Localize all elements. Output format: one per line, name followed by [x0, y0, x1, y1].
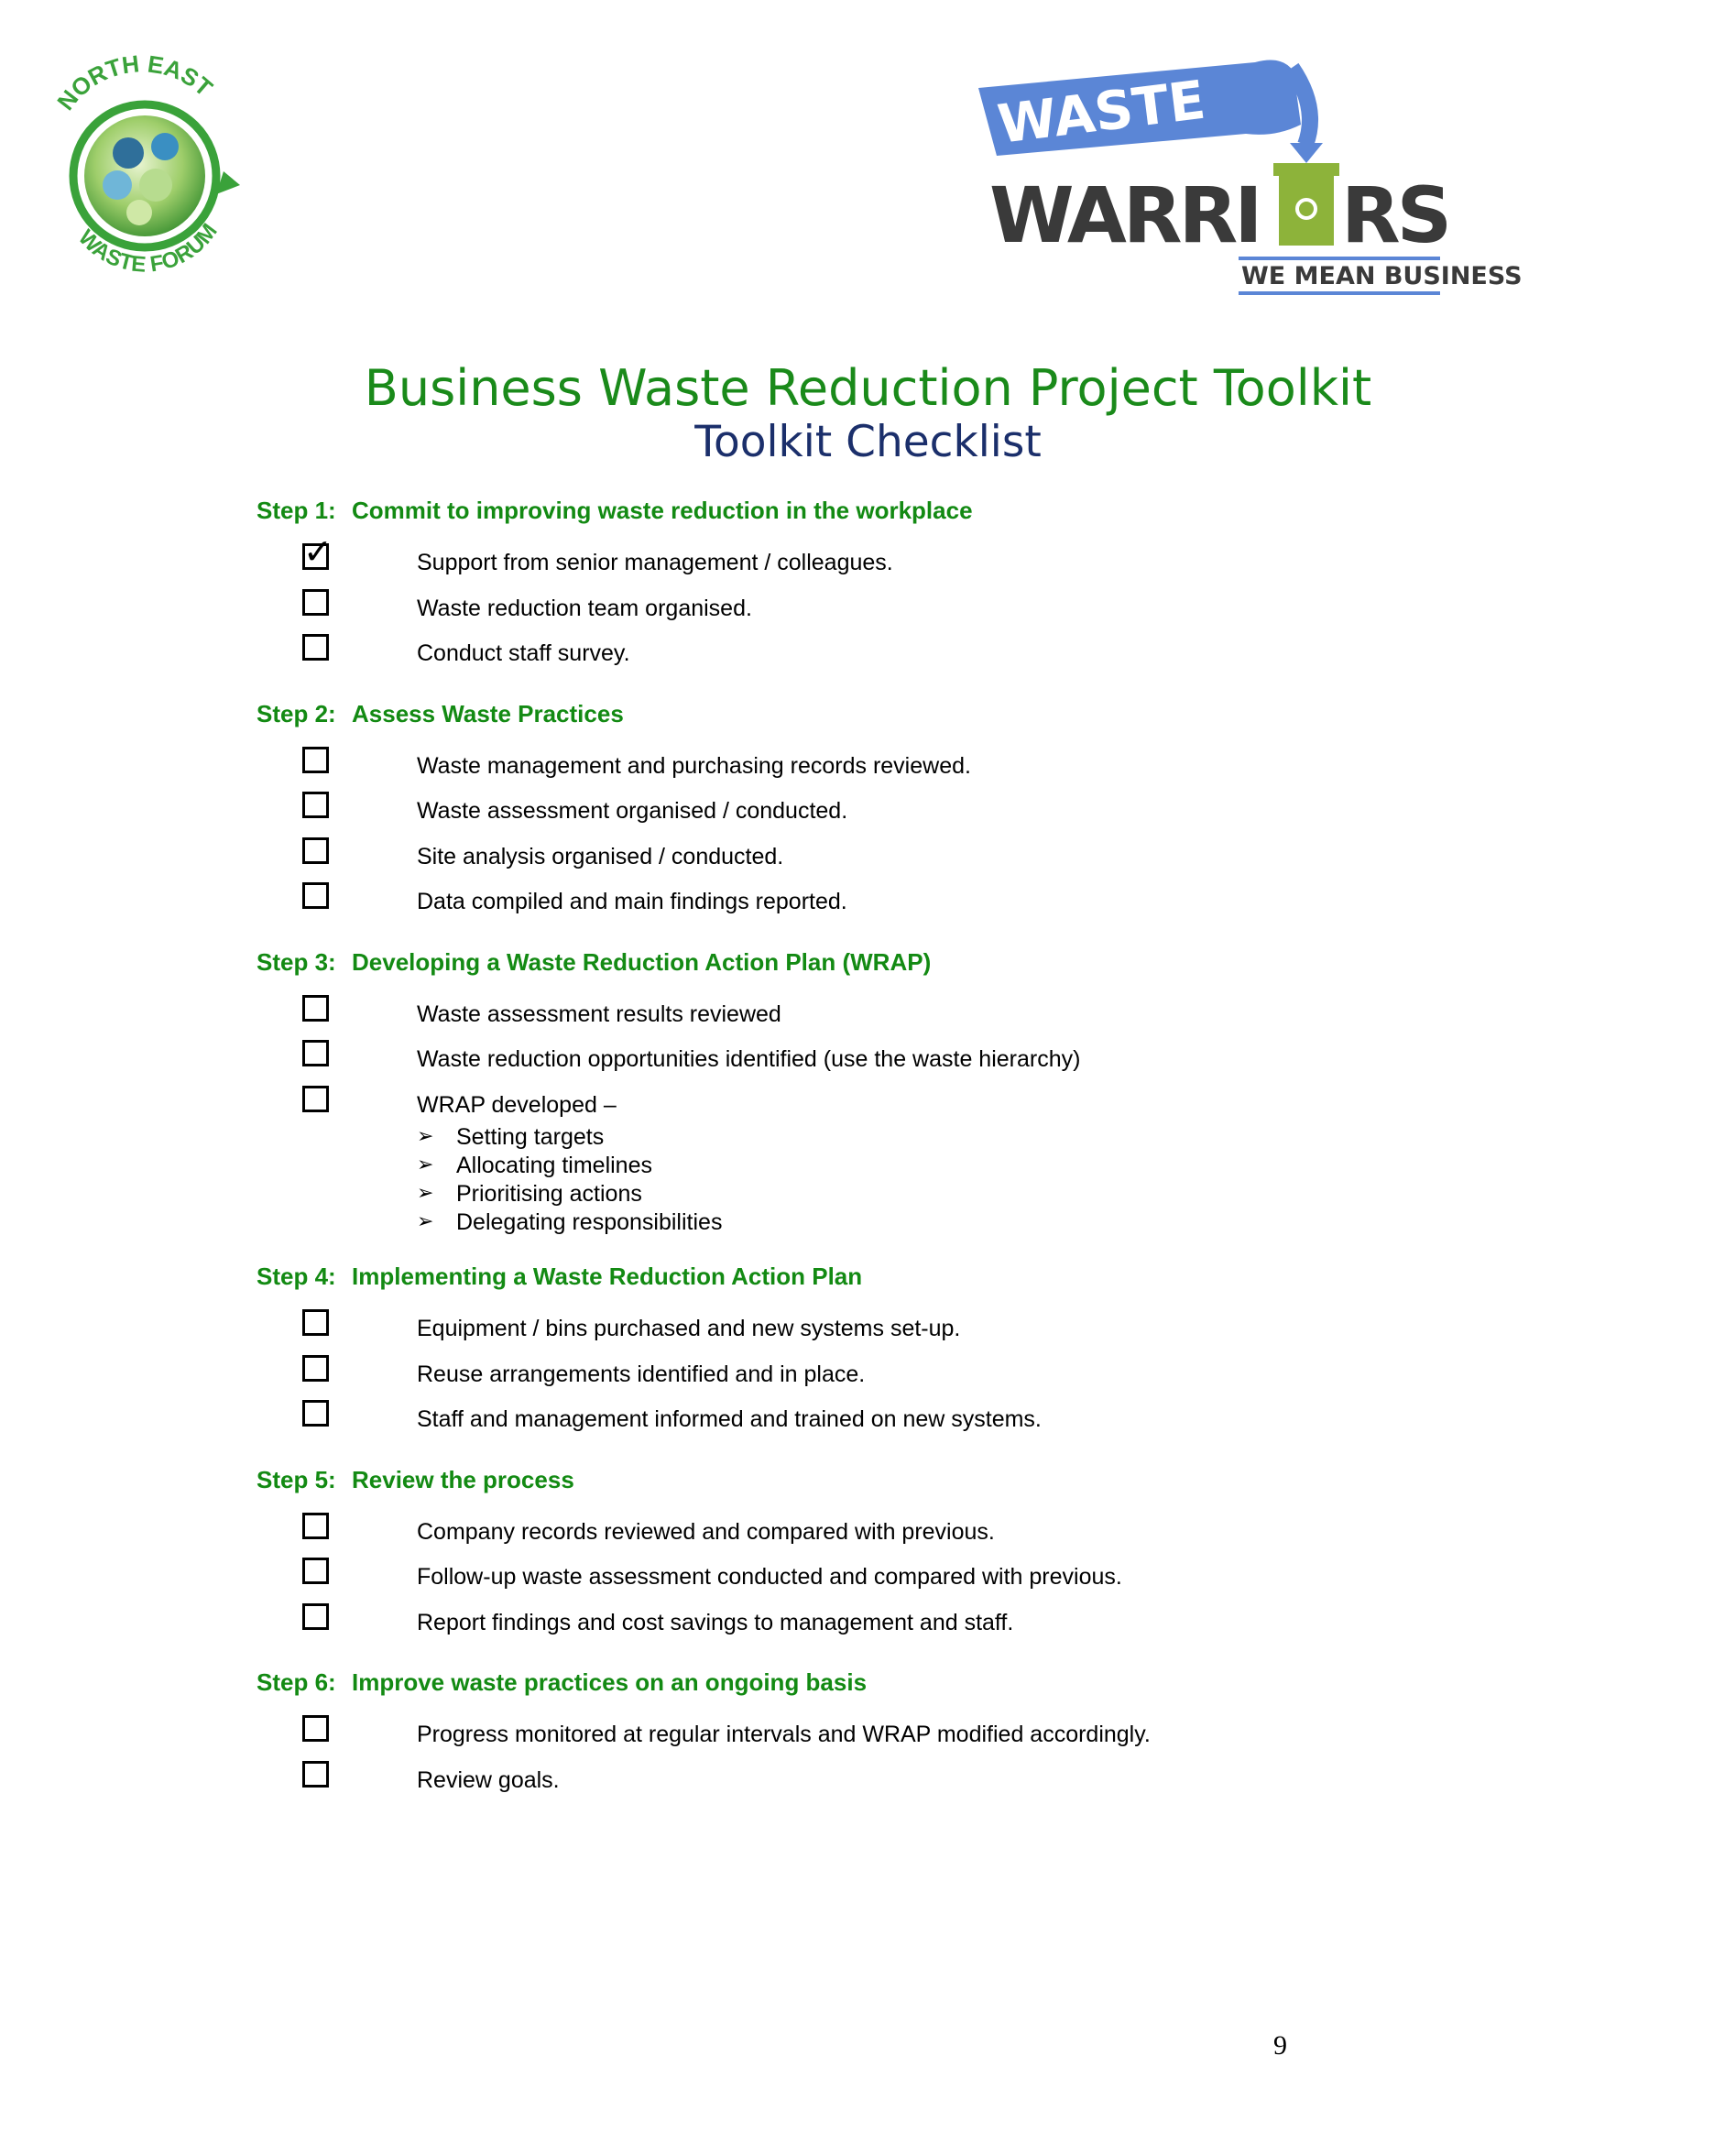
sub-item-label: Prioritising actions — [456, 1181, 642, 1207]
arrow-bullet-icon: ➢ — [417, 1125, 434, 1148]
step-heading — [257, 1261, 1356, 1293]
page-title: Business Waste Reduction Project Toolkit — [364, 359, 1372, 417]
recycling-bin-icon — [1273, 163, 1339, 246]
logo-top-text: NORTH EAST — [51, 49, 218, 115]
item-label: Follow-up waste assessment conducted and compared with previous. — [417, 1564, 1122, 1590]
checkbox[interactable] — [302, 1400, 329, 1427]
checkbox[interactable] — [302, 747, 329, 773]
checkbox[interactable] — [302, 634, 329, 661]
step-title: Review the process — [352, 1465, 574, 1493]
checkbox[interactable] — [302, 882, 329, 909]
step-number: Step 1: — [257, 497, 336, 524]
checked-checkbox[interactable] — [302, 531, 333, 572]
item-label: Company records reviewed and compared with previous. — [417, 1518, 995, 1545]
checklist-item — [257, 640, 1356, 685]
step-title: Assess Waste Practices — [352, 699, 624, 727]
step-number: Step 3: — [257, 947, 336, 976]
arrow-bullet-icon: ➢ — [417, 1182, 434, 1205]
checklist-item — [257, 1766, 1356, 1812]
checklist-item — [257, 531, 1356, 595]
step-heading — [257, 495, 1356, 527]
checklist-step — [257, 946, 1356, 1262]
step-number: Step 5: — [257, 1465, 336, 1493]
step-heading — [257, 698, 1356, 730]
sub-list-item — [257, 1180, 1356, 1208]
item-label: Report findings and cost savings to management and staff. — [417, 1609, 1014, 1635]
step-heading — [257, 1667, 1356, 1699]
item-label: Waste reduction team organised. — [417, 595, 752, 621]
checkbox[interactable] — [302, 1715, 329, 1742]
toolkit-checklist — [257, 495, 1356, 1824]
sub-list-item — [257, 1123, 1356, 1152]
checkbox[interactable] — [302, 1761, 329, 1788]
waste-word: WASTE — [994, 68, 1209, 156]
arrow-bullet-icon: ➢ — [417, 1154, 434, 1176]
sub-list-item — [257, 1152, 1356, 1180]
sub-list-item — [257, 1208, 1356, 1237]
item-label: Review goals. — [417, 1766, 560, 1793]
checkbox[interactable] — [302, 837, 329, 864]
step-title: Improve waste practices on an ongoing basis — [352, 1668, 868, 1696]
checkmark-icon: ✓ — [303, 531, 333, 572]
checklist-step — [257, 1464, 1356, 1667]
checklist-item — [257, 1405, 1356, 1451]
step-number: Step 4: — [257, 1263, 336, 1290]
item-label: Data compiled and main findings reported. — [417, 889, 847, 914]
waste-warriors-logo — [971, 35, 1523, 310]
step-heading — [257, 946, 1356, 979]
sub-list — [257, 1123, 1356, 1237]
checkbox[interactable] — [302, 1309, 329, 1336]
checklist-item — [257, 1315, 1356, 1361]
checklist-item — [257, 888, 1356, 934]
checkbox[interactable] — [302, 1558, 329, 1584]
sub-item-label: Setting targets — [456, 1124, 605, 1150]
item-label: Waste management and purchasing records reviewed. — [417, 752, 971, 779]
checklist-step — [257, 495, 1356, 698]
checkbox[interactable] — [302, 1603, 329, 1630]
item-label: Progress monitored at regular intervals and WRAP modified accordingly. — [417, 1722, 1151, 1747]
checklist-item — [257, 1518, 1356, 1564]
logo-bottom-text: WASTE FORUM — [73, 219, 223, 278]
checklist-item — [257, 595, 1356, 640]
checklist-item — [257, 797, 1356, 843]
tagline: WE MEAN BUSINESS — [1241, 262, 1523, 290]
checkbox[interactable] — [302, 1040, 329, 1066]
checkbox[interactable] — [302, 995, 329, 1022]
item-label: Reuse arrangements identified and in place. — [417, 1361, 866, 1387]
item-label: Waste reduction opportunities identified (use the waste hierarchy) — [417, 1046, 1081, 1072]
checklist-item — [257, 1721, 1356, 1766]
sub-item-label: Allocating timelines — [456, 1153, 652, 1178]
item-label: Support from senior management / colleagues. — [417, 550, 893, 575]
step-heading — [257, 1464, 1356, 1496]
arrow-bullet-icon: ➢ — [417, 1210, 434, 1233]
checklist-step — [257, 1667, 1356, 1824]
step-title: Developing a Waste Reduction Action Plan (WRAP) — [352, 947, 932, 976]
item-label: WRAP developed – — [417, 1091, 617, 1118]
checklist-item — [257, 843, 1356, 889]
rs-word: RS — [1341, 170, 1449, 260]
checkbox[interactable] — [302, 1355, 329, 1382]
checklist-item — [257, 1361, 1356, 1406]
step-number: Step 6: — [257, 1668, 336, 1696]
checklist-item — [257, 752, 1356, 798]
checklist-item — [257, 1563, 1356, 1609]
checklist-item — [257, 1000, 1356, 1046]
step-title: Implementing a Waste Reduction Action Plan — [352, 1263, 863, 1290]
step-number: Step 2: — [257, 699, 336, 727]
north-east-waste-forum-logo — [37, 48, 247, 290]
page-number: 9 — [1273, 2030, 1287, 2061]
checkbox[interactable] — [302, 589, 329, 616]
item-label: Waste assessment results reviewed — [417, 1000, 781, 1027]
checklist-item — [257, 1609, 1356, 1655]
checklist-step — [257, 698, 1356, 946]
item-label: Waste assessment organised / conducted. — [417, 798, 848, 824]
item-label: Conduct staff survey. — [417, 640, 630, 666]
item-label: Site analysis organised / conducted. — [417, 843, 784, 869]
sub-item-label: Delegating responsibilities — [456, 1209, 723, 1235]
item-label: Staff and management informed and trained on new systems. — [417, 1406, 1042, 1432]
item-label: Equipment / bins purchased and new systems set-up. — [417, 1316, 961, 1341]
checkbox[interactable] — [302, 792, 329, 818]
checklist-item — [257, 1045, 1356, 1091]
page-subtitle: Toolkit Checklist — [694, 417, 1042, 467]
step-title: Commit to improving waste reduction in the workplace — [352, 497, 973, 524]
checkbox[interactable] — [302, 1513, 329, 1539]
checkbox[interactable] — [302, 1086, 329, 1112]
checklist-step — [257, 1261, 1356, 1464]
warri-word: WARRI — [989, 170, 1260, 260]
